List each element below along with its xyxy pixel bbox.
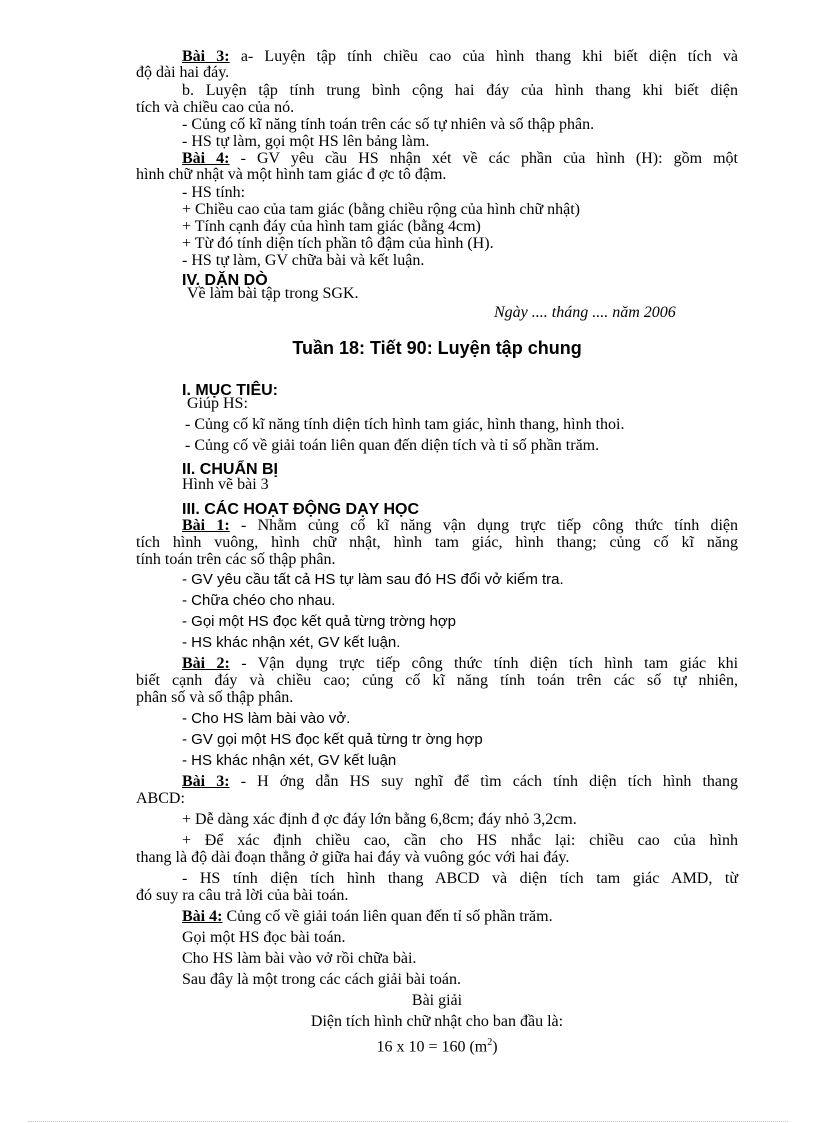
bai4-label: Bài 4: xyxy=(182,150,230,167)
b4-line4: Sau đây là một trong các cách giải bài toán. xyxy=(182,971,462,988)
solution-line-1: Diện tích hình chữ nhật cho ban đầu là: xyxy=(310,1013,564,1030)
bai3-label: Bài 3: xyxy=(182,48,230,65)
b1-line2: tích hình vuông, hình chữ nhật, hình tam giác, hình thang; củng cố kĩ năng xyxy=(136,534,738,551)
section-1-intro: Giúp HS: xyxy=(187,395,248,412)
b1-label: Bài 1: xyxy=(182,517,230,534)
b2-line3: phân số và số thập phân. xyxy=(136,689,294,706)
b3-line2: ABCD: xyxy=(136,790,185,807)
bai3-a-line1: Bài 3: a- Luyện tập tính chiều cao của hình thang khi biết diện tích và xyxy=(182,48,738,65)
section-2-text: Hình vẽ bài 3 xyxy=(182,476,269,493)
solution-superscript: 2 xyxy=(487,1037,493,1048)
b1-item-4: - HS khác nhận xét, GV kết luận. xyxy=(182,634,401,651)
bai3-a-line2: độ dài hai đáy. xyxy=(136,64,230,81)
b3-label: Bài 3: xyxy=(182,773,230,790)
section-1-item-1: - Củng cố kĩ năng tính diện tích hình tam giác, hình thang, hình thoi. xyxy=(185,416,625,433)
section-2-title: II. CHUẨN BỊ xyxy=(182,461,278,478)
section-1-title: I. MỤC TIÊU: xyxy=(182,382,278,399)
bai4-a-line1: Bài 4: - GV yêu cầu HS nhận xét về các phần của hình (H): gồm một xyxy=(182,150,739,167)
bai4-f: - HS tự làm, GV chữa bài và kết luận. xyxy=(182,252,425,269)
bai4-d: + Tính cạnh đáy của hình tam giác (bằng 4cm) xyxy=(182,218,481,235)
b3-line7: đó suy ra câu trả lời của bài toán. xyxy=(136,887,349,904)
b4-line2: Gọi một HS đọc bài toán. xyxy=(182,929,346,946)
b3-line3: + Dễ dàng xác định đ ợc đáy lớn bằng 6,8cm; đáy nhỏ 3,2cm. xyxy=(182,811,577,828)
section-3-title: III. CÁC HOẠT ĐỘNG DẠY HỌC xyxy=(182,501,420,518)
solution-line-2: 16 x 10 = 160 $(m^2)$ xyxy=(376,1037,498,1056)
b2-item-3: - HS khác nhận xét, GV kết luận xyxy=(182,752,397,769)
section-4-text: Về làm bài tập trong SGK. xyxy=(187,285,359,302)
b1-line1: Bài 1: - Nhằm củng cố kĩ năng vận dụng trực tiếp công thức tính diện xyxy=(182,517,739,534)
bai4-b: - HS tính: xyxy=(182,184,246,201)
b2-item-2: - GV gọi một HS đọc kết quả từng tr ờng hợp xyxy=(182,731,483,748)
b2-line1: Bài 2: - Vận dụng trực tiếp công thức tính diện tích hình tam giác khi xyxy=(182,655,739,672)
b1-item-2: - Chữa chéo cho nhau. xyxy=(182,592,336,609)
b1-item-1: - GV yêu cầu tất cả HS tự làm sau đó HS đổi vở kiểm tra. xyxy=(182,571,564,588)
bai3-b-line1: b. Luyện tập tính trung bình cộng hai đáy của hình thang khi biết diện xyxy=(182,82,738,99)
lesson-title: Tuần 18: Tiết 90: Luyện tập chung xyxy=(292,338,582,358)
page-bottom-border xyxy=(28,1121,788,1122)
b4-line1: Bài 4: Củng cố về giải toán liên quan đến tỉ số phần trăm. xyxy=(182,908,553,925)
b3-line5: thang là độ dài đoạn thẳng ở giữa hai đáy và vuông góc với hai đáy. xyxy=(136,849,570,866)
b3-line6: - HS tính diện tích hình thang ABCD và diện tích tam giác AMD, từ xyxy=(182,870,738,887)
b2-label: Bài 2: xyxy=(182,655,230,672)
b2-item-1: - Cho HS làm bài vào vở. xyxy=(182,710,351,727)
bai4-c: + Chiều cao của tam giác (bằng chiều rộng của hình chữ nhật) xyxy=(182,201,580,218)
b4-label: Bài 4: xyxy=(182,908,223,925)
bai3-d: - HS tự làm, gọi một HS lên bảng làm. xyxy=(182,133,430,150)
b4-line3: Cho HS làm bài vào vở rồi chữa bài. xyxy=(182,950,417,967)
bai3-b-line2: tích và chiều cao của nó. xyxy=(136,99,295,116)
bai3-c: - Củng cố kĩ năng tính toán trên các số tự nhiên và số thập phân. xyxy=(182,116,595,133)
b1-line3: tính toán trên các số thập phân. xyxy=(136,551,336,568)
section-4-title: IV. DẶN DÒ xyxy=(182,272,268,289)
solution-title: Bài giải xyxy=(411,992,463,1009)
bai4-e: + Từ đó tính diện tích phần tô đậm của hình (H). xyxy=(182,235,494,252)
b1-item-3: - Gọi một HS đọc kết quả từng trờng hợp xyxy=(182,613,457,630)
date-line: Ngày .... tháng .... năm 2006 xyxy=(494,304,676,321)
section-1-item-2: - Củng cố về giải toán liên quan đến diện tích và tỉ số phần trăm. xyxy=(185,437,600,454)
bai4-a-line2: hình chữ nhật và một hình tam giác đ ợc tô đậm. xyxy=(136,166,447,183)
b2-line2: biết cạnh đáy và chiều cao; củng cố kĩ năng tính toán trên các số tự nhiên, xyxy=(136,672,738,689)
b3-line4: + Để xác định chiều cao, cần cho HS nhắc lại: chiều cao của hình xyxy=(182,832,738,849)
b3-line1: Bài 3: - H ớng dẫn HS suy nghĩ để tìm cách tính diện tích hình thang xyxy=(182,773,739,790)
